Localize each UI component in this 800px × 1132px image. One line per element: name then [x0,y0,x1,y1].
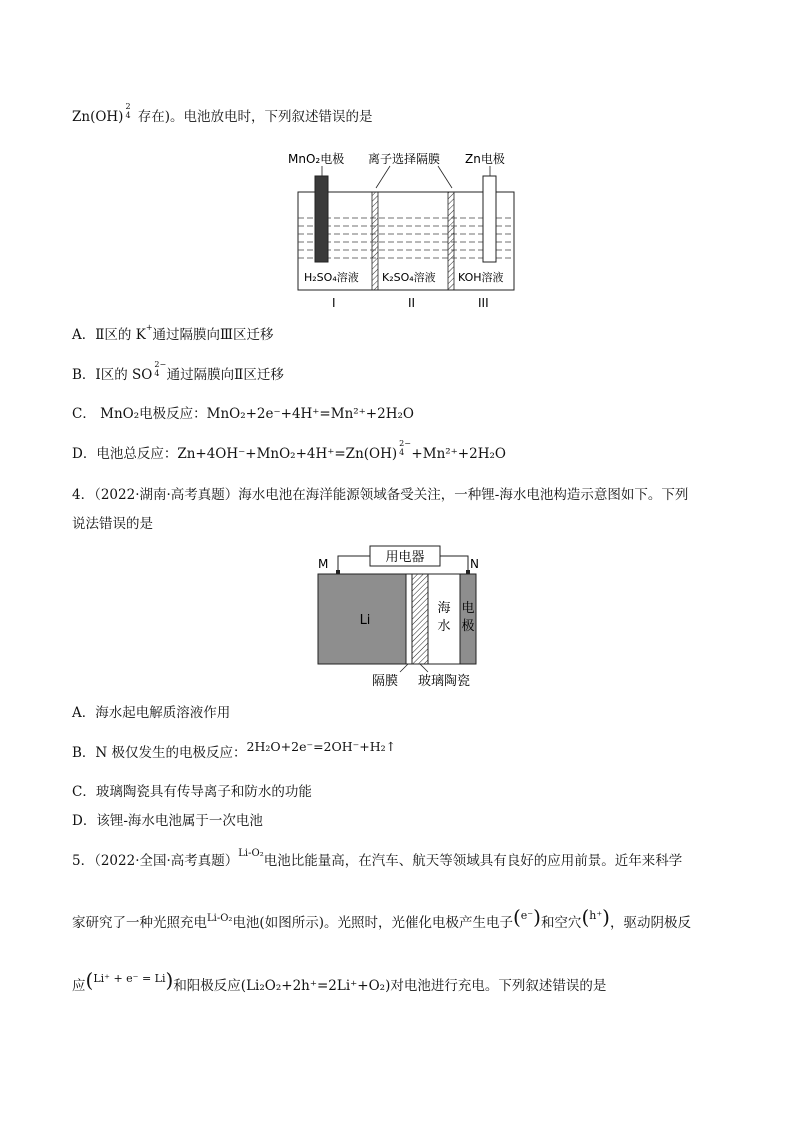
zn-electrode [483,176,496,262]
terminal-n-label: N [470,557,479,571]
q5-electron-symbol: e⁻ [520,909,534,922]
q5-line2-mid1: 电池(如图所示)。光照时，光催化电极产生电子 [232,915,513,931]
figure-three-compartment-battery [280,146,530,316]
membrane-label: 离子选择隔膜 [368,152,441,166]
q4-option-a [72,704,230,722]
q4-option-b-equation: 2H₂O+2e⁻=2OH⁻+H₂↑ [246,739,397,754]
glass-ceramic-label: 玻璃陶瓷 [418,674,471,689]
q3-intro-line [72,102,373,126]
q4-option-c-text: C．玻璃陶瓷具有传导离子和防水的功能 [72,784,312,800]
q5-line1-pre: 5．（2022·全国·高考真题） [72,853,239,869]
option-a-pre: A．Ⅱ区的 K [72,327,146,343]
option-b-pre: B．Ⅰ区的 SO [72,367,153,383]
option-a-sup: + [145,323,153,332]
zone-iii-label: III [478,296,489,310]
option-a-post: 通过隔膜向Ⅲ区迁移 [152,327,274,343]
option-b-post: 通过隔膜向Ⅱ区迁移 [162,367,284,383]
mno2-electrode [315,176,328,262]
q3-option-d [72,439,506,463]
q5-line2-post: ，驱动阴极反 [609,915,691,931]
h2so4-solution-label: H₂SO₄溶液 [304,271,359,284]
q5-line1-formula: Li-O₂ [238,848,264,859]
q5-hole-symbol: h⁺ [589,909,603,922]
zone-ii-label: II [408,296,416,310]
q4-option-b [72,739,397,762]
electrode-label-1: 电 [461,601,475,616]
zn-electrode-label: Zn电极 [465,152,505,166]
q4-option-d [72,812,263,830]
figure-li-seawater-battery [310,540,500,690]
charge-top: 2 [125,102,131,111]
q5-cathode-equation: Li⁺ + e⁻ = Li [93,972,166,985]
membrane-label-2: 隔膜 [372,674,399,689]
q5-line2-pre: 家研究了一种光照充电 [72,915,207,931]
membrane-right [448,192,454,290]
q4-stem-text1: 4．（2022·湖南·高考真题）海水电池在海洋能源领域备受关注，一种锂-海水电池构造示意图如下。下列 [72,487,689,503]
q5-line2: 家研究了一种光照充电$^{Li-O_2}$电池(如图所示)。光照时，光催化电极产生电子($^{e^-}$)和空穴($^{h^+}$)，驱动阴极反 [72,905,691,931]
mno2-electrode-label: MnO₂电极 [288,152,345,166]
q4-option-d-text: D．该锂-海水电池属于一次电池 [72,813,263,829]
option-d-charge: 2− [399,439,411,448]
q3-intro-text: 存在)。电池放电时，下列叙述错误的是 [133,109,373,125]
option-b-sub: 4 [154,369,160,378]
li-label: Li [359,613,371,628]
zone-i-label: I [332,296,336,310]
glass-ceramic [412,574,428,664]
q5-line1 [72,848,683,872]
q4-option-b-pre: B．N 极仅发生的电极反应： [72,745,247,761]
charge-sub: 4 [125,111,131,120]
koh-solution-label: KOH溶液 [458,271,504,284]
device-label: 用电器 [385,550,425,565]
electrode-label-2: 极 [461,619,475,634]
q4-option-a-text: A．海水起电解质溶液作用 [72,705,231,721]
option-b-charge: 2− [154,360,167,369]
q4-option-c [72,783,312,801]
q3-option-a [72,323,274,346]
option-d-sub: 4 [399,448,405,457]
k2so4-solution-label: K₂SO₄溶液 [382,271,436,284]
q4-stem-text2: 说法错误的是 [72,516,153,532]
q5-line2-mid2: 和空穴 [540,915,582,931]
q5-line2-formula: Li-O₂ [207,913,233,924]
q5-line3: 应($^{Li^+ + e^- = Li}$)和阳极反应(Li₂O₂+2h⁺=2Li⁺+O₂)对电池进行充电。下列叙述错误的是 [72,968,607,994]
option-d-pre: D．电池总反应：Zn+4OH⁻+MnO₂+4H⁺=Zn(OH) [72,446,398,462]
q4-stem-line1 [72,486,688,504]
seawater-label-1: 海 [437,601,451,616]
seawater-label-2: 水 [437,619,451,634]
q5-line1-post: 电池比能量高，在汽车、航天等领域具有良好的应用前景。近年来科学 [263,853,683,869]
q4-stem-line2 [72,515,153,533]
q3-option-c [72,405,414,423]
separator [406,574,412,664]
option-d-post: +Mn²⁺+2H₂O [407,446,506,462]
q5-line3-post: 和阳极反应(Li₂O₂+2h⁺=2Li⁺+O₂)对电池进行充电。下列叙述错误的是 [173,978,607,994]
zn-oh-formula: Zn(OH) [72,109,124,125]
terminal-m-label: M [318,557,329,571]
option-c-text: C． MnO₂电极反应：MnO₂+2e⁻+4H⁺=Mn²⁺+2H₂O [72,406,414,422]
q3-option-b [72,360,284,384]
membrane-left [372,192,378,290]
q5-line3-pre: 应 [72,978,86,994]
